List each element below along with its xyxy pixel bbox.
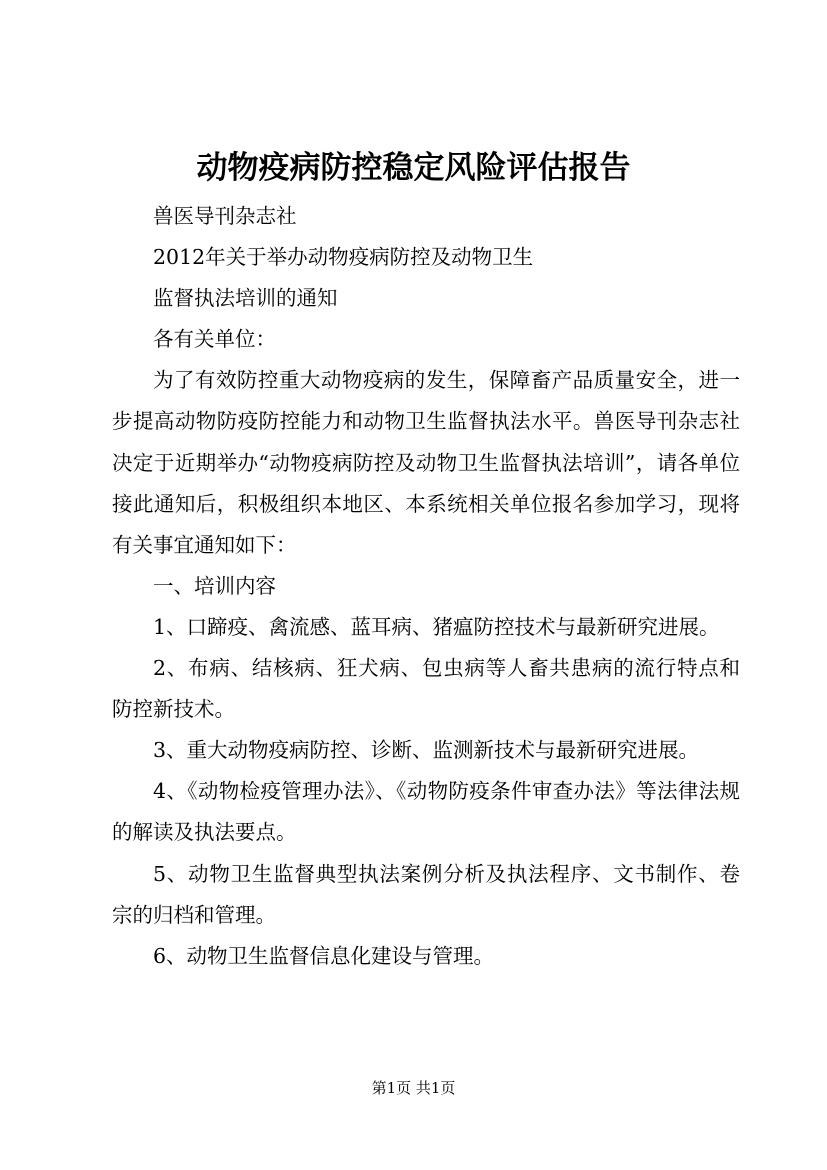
list-item: 3、重大动物疫病防控、诊断、监测新技术与最新研究进展。 <box>153 738 700 763</box>
notice-heading-line-1: 2012年关于举办动物疫病防控及动物卫生 <box>153 245 534 270</box>
intro-paragraph: 为了有效防控重大动物疫病的发生，保障畜产品质量安全，进一步提高动物防疫防控能力和动物卫生监督执法水平。兽医导刊杂志社决定于近期举办“动物疫病防控及动物卫生监督执法培训”，请各单位接此通知后，积极组织本地区、本系统相关单位报名参加学习，现将有关事宜通知如下： <box>112 368 740 557</box>
list-item: 4、《动物检疫管理办法》、《动物防疫条件审查办法》等法律法规的解读及执法要点。 <box>112 779 740 845</box>
document-body <box>112 196 740 977</box>
list-item: 6、动物卫生监督信息化建设与管理。 <box>153 943 495 968</box>
list-item: 1、口蹄疫、禽流感、蓝耳病、猪瘟防控技术与最新研究进展。 <box>153 614 720 639</box>
publisher-line: 兽医导刊杂志社 <box>153 204 297 228</box>
document-title: 动物疫病防控稳定风险评估报告 <box>196 150 631 186</box>
list-item: 5、动物卫生监督典型执法案例分析及执法程序、文书制作、卷宗的归档和管理。 <box>112 861 740 927</box>
salutation: 各有关单位： <box>153 327 276 352</box>
section-heading-training-content: 一、培训内容 <box>153 573 276 598</box>
notice-heading-line-2: 监督执法培训的通知 <box>153 286 338 311</box>
page-number-footer: 第1页 共1页 <box>371 1079 456 1097</box>
list-item: 2、布病、结核病、狂犬病、包虫病等人畜共患病的流行特点和防控新技术。 <box>112 656 740 722</box>
